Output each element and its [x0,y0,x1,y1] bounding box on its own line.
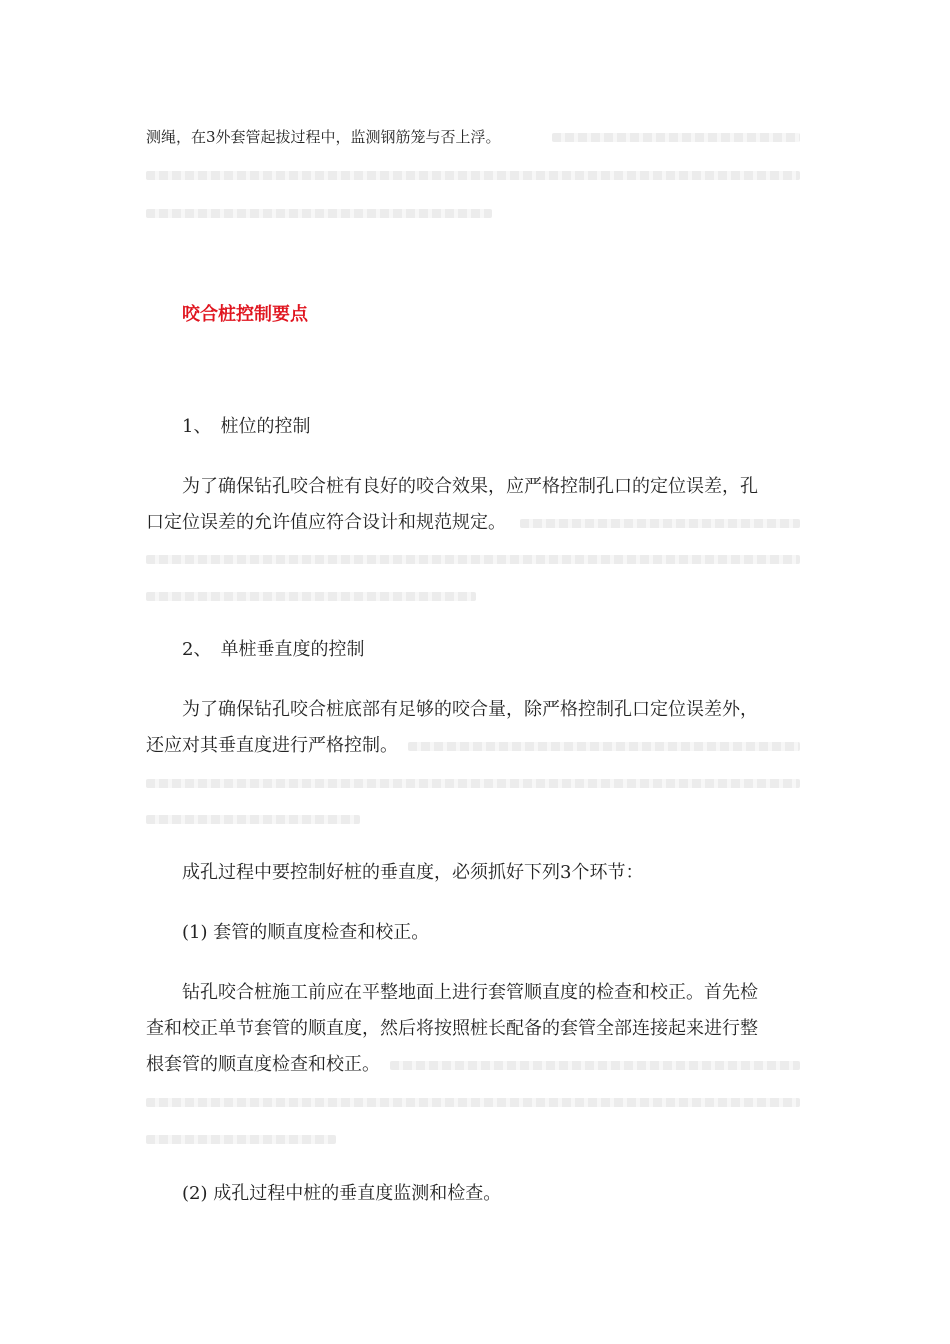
paragraph-text: 为了确保钻孔咬合桩有良好的咬合效果，应严格控制孔口的定位误差，孔 [182,476,758,497]
paragraph-text: 查和校正单节套管的顺直度，然后将按照桩长配备的套管全部连接起来进行整 [146,1018,758,1039]
section-heading: 咬合桩控制要点 [182,304,308,325]
watermark-text-line [390,1061,800,1070]
watermark-text-line [146,555,800,564]
watermark-text-line [146,1098,800,1107]
paragraph-text: 根套管的顺直度检查和校正。 [146,1054,380,1075]
paragraph-text: 成孔过程中要控制好桩的垂直度，必须抓好下列3个环节： [182,862,644,883]
paragraph-text: 钻孔咬合桩施工前应在平整地面上进行套管顺直度的检查和校正。首先检 [182,982,758,1003]
watermark-text-line [146,779,800,788]
sub-item-heading: (2) 成孔过程中桩的垂直度监测和检查。 [182,1183,502,1204]
watermark-text-line [520,519,800,528]
watermark-text-line [146,209,492,218]
paragraph-text: 测绳，在3外套管起拔过程中，监测钢筋笼与否上浮。 [146,128,501,146]
watermark-text-line [146,592,476,601]
watermark-text-line [146,171,800,180]
paragraph-text: 为了确保钻孔咬合桩底部有足够的咬合量，除严格控制孔口定位误差外， [182,699,758,720]
paragraph-text: 口定位误差的允许值应符合设计和规范规定。 [146,512,506,533]
item-heading: 2、 单桩垂直度的控制 [182,639,365,660]
watermark-text-line [146,1135,336,1144]
sub-item-heading: (1) 套管的顺直度检查和校正。 [182,922,430,943]
watermark-text-line [552,133,800,142]
watermark-text-line [408,742,800,751]
item-heading: 1、 桩位的控制 [182,416,311,437]
watermark-text-line [146,815,360,824]
paragraph-text: 还应对其垂直度进行严格控制。 [146,735,398,756]
